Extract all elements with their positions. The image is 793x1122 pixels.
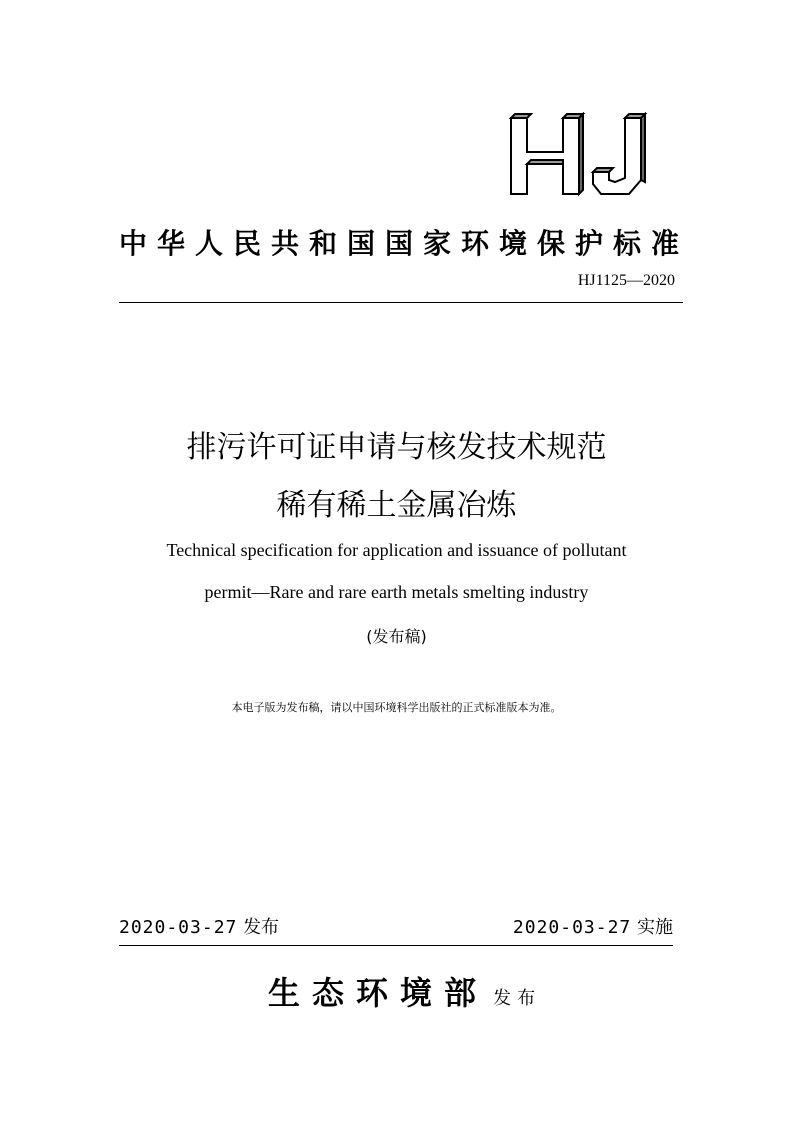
implement-date-block: [513, 913, 673, 939]
implement-label: 实施: [637, 917, 673, 938]
issue-date: 2020-03-27: [119, 917, 238, 938]
edition-notice: 本电子版为发布稿，请以中国环境科学出版社的正式标准版本为准。: [231, 701, 562, 714]
publisher-action: 发布: [493, 988, 542, 1009]
issue-date-block: [119, 913, 279, 939]
title-en-line1: Technical specification for application and issuance of pollutant: [166, 540, 627, 560]
publisher-name: 生态环境部: [268, 974, 489, 1012]
issue-label: 发布: [243, 917, 280, 938]
title-zh-line2: 稀有稀土金属冶炼: [276, 488, 517, 523]
title-zh-line1: 排污许可证申请与核发技术规范: [186, 430, 607, 465]
standard-number: HJ1125—2020: [577, 272, 675, 289]
implement-date: 2020-03-27: [512, 917, 632, 938]
hj-logo-letters: [511, 114, 645, 194]
standard-category: 中华人民共和国国家环境保护标准: [119, 227, 690, 260]
hj-logo: [505, 112, 655, 200]
title-en-line2: permit—Rare and rare earth metals smelting industry: [204, 582, 589, 602]
publisher: [268, 968, 541, 1014]
footer-divider: [119, 945, 673, 946]
header-divider: [119, 302, 683, 303]
draft-label: (发布稿): [366, 627, 427, 646]
